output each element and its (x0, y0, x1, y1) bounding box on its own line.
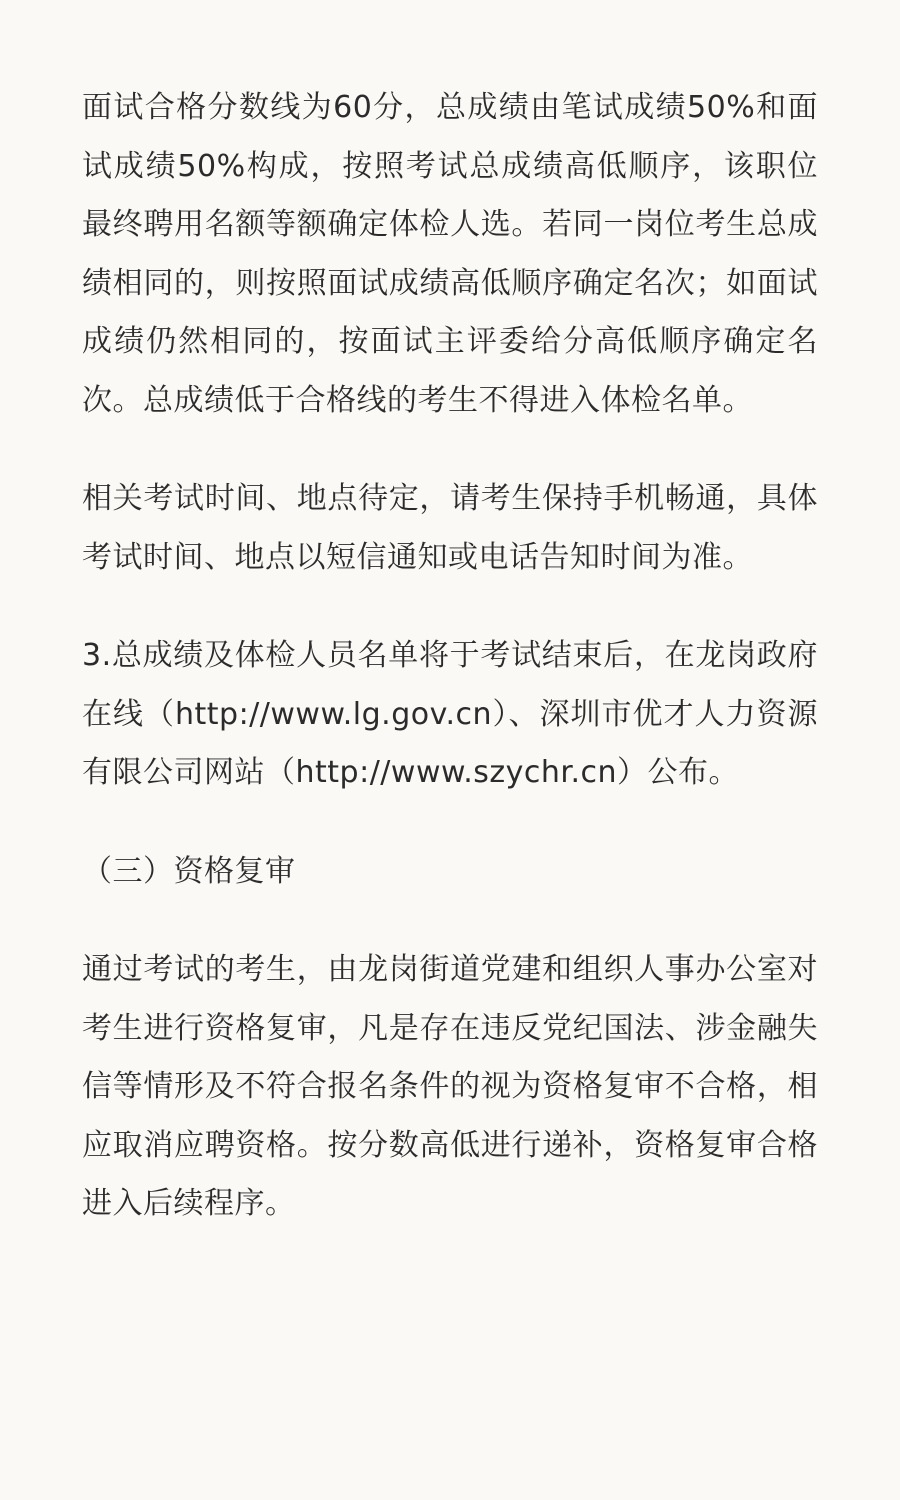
paragraph-exam-time: 相关考试时间、地点待定，请考生保持手机畅通，具体考试时间、地点以短信通知或电话告知时间为准。 (82, 481, 818, 575)
paragraph-score-rules: 面试合格分数线为60分，总成绩由笔试成绩50%和面试成绩50%构成，按照考试总成绩高低顺序，该职位最终聘用名额等额确定体检人选。若同一岗位考生总成绩相同的，则按照面试成绩高低顺序确定名次；如面试成绩仍然相同的，按面试主评委给分高低顺序确定名次。总成绩低于合格线的考生不得进入体检名单。 (82, 90, 818, 418)
section-heading-qualification-review: （三）资格复审 (82, 853, 296, 889)
paragraph-results-publish: 3.总成绩及体检人员名单将于考试结束后，在龙岗政府在线（http://www.lg.gov.cn）、深圳市优才人力资源有限公司网站（http://www.szychr.cn）公布。 (82, 638, 818, 790)
paragraph-qualification-review: 通过考试的考生，由龙岗街道党建和组织人事办公室对考生进行资格复审，凡是存在违反党纪国法、涉金融失信等情形及不符合报名条件的视为资格复审不合格，相应取消应聘资格。按分数高低进行递补，资格复审合格进入后续程序。 (82, 952, 818, 1221)
